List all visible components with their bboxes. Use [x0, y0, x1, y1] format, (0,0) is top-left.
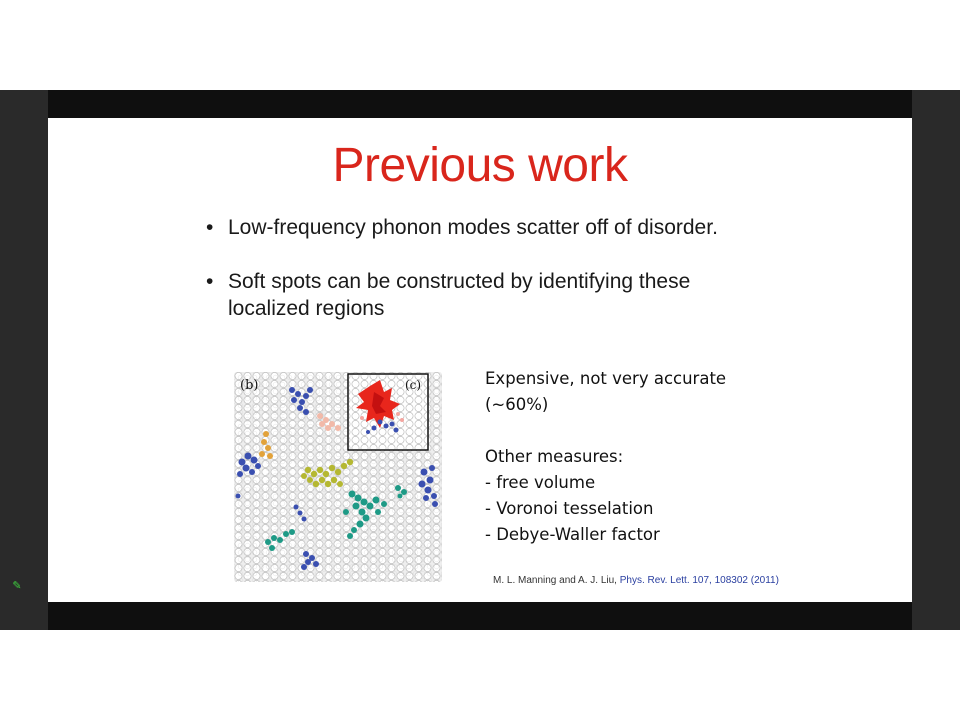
viewer-top-band	[48, 90, 912, 118]
bullet-text: Low-frequency phonon modes scatter off of disorder.	[228, 216, 718, 239]
viewer-right-strip	[912, 90, 960, 630]
citation-authors: M. L. Manning and A. J. Liu,	[493, 575, 620, 586]
bullet-dot-icon: •	[206, 270, 214, 293]
note-spacer	[485, 418, 805, 444]
soft-spots-figure-svg	[234, 372, 442, 582]
slide-title: Previous work	[332, 139, 628, 192]
bullet-item	[206, 268, 766, 322]
bullet-dot-icon: •	[206, 216, 214, 239]
viewer-bottom-band	[48, 602, 912, 630]
bullet-text: Soft spots can be constructed by identifying these localized regions	[228, 270, 691, 320]
viewer-frame	[0, 90, 960, 630]
citation	[493, 574, 853, 588]
bullet-list	[206, 214, 766, 349]
viewer-left-strip	[0, 90, 48, 630]
note-line: - Debye-Waller factor	[485, 525, 660, 544]
soft-spots-figure	[234, 372, 442, 582]
note-line: Expensive, not very accurate	[485, 369, 727, 388]
bullet-item	[206, 214, 766, 241]
notes-block	[485, 366, 805, 548]
note-line: (~60%)	[485, 395, 549, 414]
note-line: Other measures:	[485, 447, 624, 466]
citation-details[interactable]: 107, 108302 (2011)	[689, 575, 779, 586]
note-line: - free volume	[485, 473, 596, 492]
panel-c-label: (c)	[405, 378, 422, 392]
presentation-slide	[48, 118, 912, 602]
pen-icon[interactable]: ✎	[12, 579, 22, 592]
note-line: - Voronoi tesselation	[485, 499, 654, 518]
panel-b-label: (b)	[240, 378, 259, 393]
citation-journal-link[interactable]: Phys. Rev. Lett.	[619, 575, 690, 586]
